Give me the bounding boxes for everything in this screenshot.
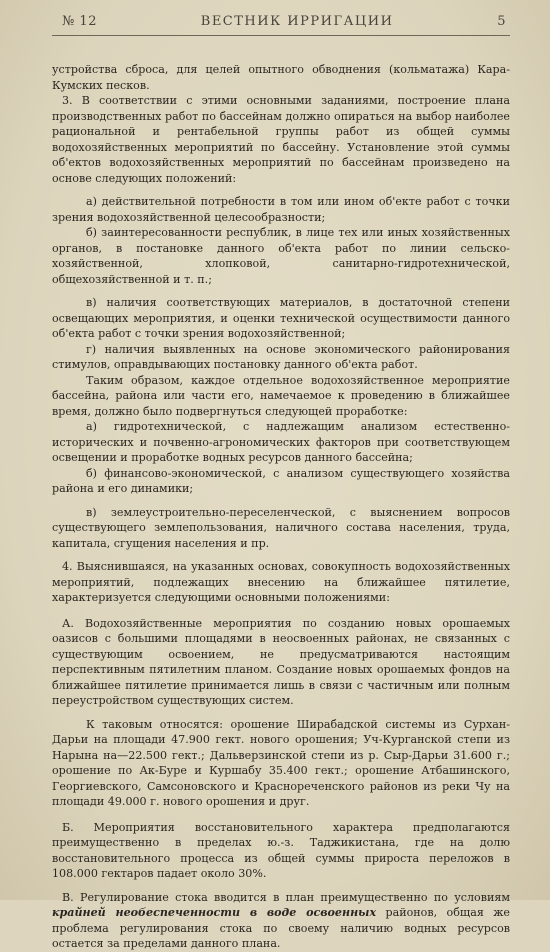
paragraph: 3. В соответствии с этими основными заданиями, построение плана производственных работ по бассейнам должно опираться на выбор наиболее рациональной и рентабельной группы работ из общей суммы водохозяйственных мероприятий по бассейну. Установление этой суммы об'ектов водохозяйственных мероприятий по бассейнам произведено на основе следующих положений:: [52, 94, 510, 185]
page-header: [52, 14, 510, 36]
list-item: а) действительной потребности в том или ином об'екте работ с точки зрения водохозяйственной целесообразности;: [52, 195, 510, 224]
paragraph-text: В. Регулирование стока вводится в план преимущественно по условиям: [62, 890, 510, 904]
list-item: а) гидротехнической, с надлежащим анализом естественно-исторических и почвенно-агрономических факторов при соответствующем освещении и проработке водных ресурсов данного бассейна;: [52, 420, 510, 464]
paragraph-text: районов, общая же проблема регулирования стока по своему наличию водных ресурсов остается за пределами данного плана.: [52, 906, 510, 950]
paragraph: устройства сброса, для целей опытного обводнения (кольматажа) Кара-Кумских песков.: [52, 63, 510, 92]
list-item: б) финансово-экономической, с анализом существующего хозяйства района и его динамики;: [52, 466, 510, 495]
paragraph: Таким образом, каждое отдельное водохозяйственное мероприятие бассейна, района или части его, намечаемое к проведению в ближайшее время, должно было подвергнуться следующей проработке:: [52, 373, 510, 418]
paragraph: К таковым относятся: орошение Ширабадской системы из Сурхан-Дарьи на площади 47.900 гект. нового орошения; Уч-Курганской степи из Нарына на—22.500 гект.; Дальверзинской степи из р. Сыр-Дарьи 31.600 г.; орошение по Ак-Буре и Куршабу 35.400 гект.; орошение Атбашинского, Георгиевского, Самсоновского и Краснореченского районов из реки Чу на площади 49.000 г. нового орошения и друг.: [52, 717, 510, 808]
list-item: г) наличия выявленных на основе экономического районирования стимулов, оправдывающих постановку данного об'екта работ.: [52, 342, 510, 371]
issue-number: № 12: [62, 14, 97, 29]
page-number: 5: [497, 14, 506, 29]
emphasis-text: крайней необеспеченности в воде освоенных: [52, 906, 377, 919]
paragraph: А. Водохозяйственные мероприятия по созданию новых орошаемых оазисов с большими площадями в неосвоенных районах, не связанных с существующим освоением, не предусматриваются настоящим перспективным пятилетним планом. Создание новых орошаемых фондов на ближайшее пятилетие принимается лишь в связи с частичным или полным переустройством существующих систем.: [52, 616, 510, 707]
list-item: б) заинтересованности республик, в лице тех или иных хозяйственных органов, в постановке данного об'екта работ по линии сельско-хозяйственной, хлопковой, санитарно-гидротехнической, общехозяйственной и т. п.;: [52, 226, 510, 286]
journal-title: ВЕСТНИК ИРРИГАЦИИ: [200, 14, 394, 29]
paragraph: [52, 890, 510, 952]
article-body: [52, 62, 510, 952]
list-item: в) землеустроительно-переселенческой, с выяснением вопросов существующего землепользования, наличного состава населения, труда, капитала, сгущения населения и пр.: [52, 505, 510, 550]
list-item: в) наличия соответствующих материалов, в достаточной степени освещающих мероприятия, и оценки технической осуществимости данного об'екта работ с точки зрения водохозяйственной;: [52, 296, 510, 340]
paragraph: 4. Выяснившаяся, на указанных основах, совокупность водохозяйственных мероприятий, подлежащих внесению на ближайшее пятилетие, характеризуется следующими основными положениями:: [52, 560, 510, 604]
paragraph: Б. Мероприятия восстановительного характера предполагаются преимущественно в пределах ю.-з. Таджикистана, где на долю восстановительного процесса из общей суммы прироста переложов в 108.000 гектаров падает около 30%.: [52, 820, 510, 880]
